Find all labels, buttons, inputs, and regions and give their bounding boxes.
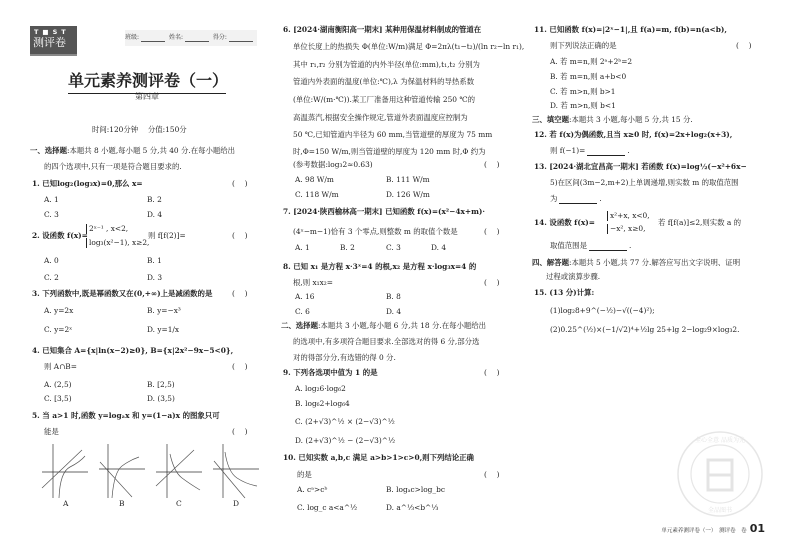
footer-text: 单元素养测评卷（一） 测评卷 卷 xyxy=(661,528,747,534)
q10-option-d: D. a^⅓<b^⅓ xyxy=(386,503,439,512)
question-6-line-6: 高温蒸汽,根据安全操作规定,管道外表面温度应控制为 xyxy=(293,113,468,122)
q1-option-b: B. 2 xyxy=(147,195,162,204)
question-6-line-7: 50 ℃,已知管道内半径为 60 mm,当管道壁的厚度为 75 mm xyxy=(293,130,493,139)
question-1-stem: 1. 已知log₂(log₃x)=0,那么 x= xyxy=(32,179,143,188)
answer-bracket[interactable]: ( ) xyxy=(232,289,248,298)
q6-option-d: D. 126 W/m xyxy=(386,190,430,199)
q11-option-a: A. 若 m=n,则 2ᵃ+2ᵇ=2 xyxy=(550,57,633,66)
section-1-instruction-cont: 的四个选项中,只有一项是符合题目要求的. xyxy=(44,162,182,171)
question-5-stem: 5. 当 a>1 时,函数 y=logₐx 和 y=(1−a)x 的图象只可 xyxy=(32,411,220,420)
question-13-line-3 xyxy=(550,194,602,204)
graph-option-b[interactable] xyxy=(97,442,147,500)
class-label: 班级: xyxy=(125,34,140,41)
question-6-line-9: (参考数据:log₃2≈0.63) xyxy=(293,160,373,169)
q8-option-d: D. 4 xyxy=(386,307,402,316)
question-12-line-1: 12. 若 f(x)为偶函数,且当 x≥0 时, f(x)=2x+log₂(x+3), xyxy=(534,130,733,139)
score-field[interactable] xyxy=(229,33,253,42)
answer-bracket[interactable]: ( ) xyxy=(736,41,752,50)
question-10-line-1: 10. 已知实数 a,b,c 满足 a>b>1>c>0,则下列结论正确 xyxy=(283,453,474,462)
q2-case-1: 2ˣ⁻¹ , x<2, xyxy=(86,224,128,234)
graph-option-d[interactable] xyxy=(211,442,261,500)
answer-bracket[interactable]: ( ) xyxy=(232,427,248,436)
test-logo xyxy=(30,26,77,56)
graph-label-b: B xyxy=(119,499,125,508)
question-6-line-2: 单位长度上的热损失 Φ(单位:W/m)满足 Φ=2πλ(t₁−t₂)/(ln r₂−ln r₁), xyxy=(293,42,525,51)
answer-bracket[interactable]: ( ) xyxy=(484,368,500,377)
graph-label-d: D xyxy=(233,499,240,508)
q10-option-a: A. cᵃ>cᵇ xyxy=(297,485,328,494)
q14-case-2: −x², x≥0, xyxy=(607,224,645,234)
q8-option-b: B. 8 xyxy=(386,292,401,301)
q12-answer-blank[interactable] xyxy=(587,147,625,156)
section-4-instruction-cont: 过程或演算步骤. xyxy=(546,272,601,281)
answer-bracket[interactable]: ( ) xyxy=(232,231,248,240)
graph-option-a[interactable] xyxy=(40,442,90,500)
q2-option-c: C. 2 xyxy=(44,273,59,282)
section-2-instruction-cont: 的选项中,有多项符合题目要求.全部选对的得 6 分,部分选 xyxy=(293,337,480,346)
question-5-stem-cont: 能是 xyxy=(44,427,59,436)
q2-stem-end: 则 f[f(2)]= xyxy=(148,231,186,240)
section-heading: 四、解答题 xyxy=(532,258,569,267)
q6-option-a: A. 98 W/m xyxy=(295,175,334,184)
q6-option-b: B. 111 W/m xyxy=(386,175,430,184)
q10-option-b: B. logₐc>log_bc xyxy=(386,485,445,494)
page-title: 单元素养测评卷（一） xyxy=(68,68,226,94)
question-6-line-1: 6. [2024·湖南衡阳高一期末] 某种用保温材料制成的管道在 xyxy=(283,25,482,34)
q7-option-d: D. 4 xyxy=(431,243,447,252)
question-6-line-5: (单位:W/(m·℃)).某工厂准备用这种管道传输 250 ℃的 xyxy=(293,95,476,104)
q4-option-b: B. [2,5) xyxy=(147,380,175,389)
section-text: :本题共 8 小题,每小题 5 分,共 40 分.在每小题给出 xyxy=(66,146,236,155)
graph-label-a: A xyxy=(63,499,69,508)
page-footer xyxy=(661,522,765,535)
watermark-seal xyxy=(676,430,764,518)
q13-text: 为 xyxy=(550,194,558,203)
q3-option-a: A. y=2x xyxy=(44,306,74,315)
question-6-line-4: 管道内外表面的温度(单位:℃),λ 为保温材料的导热系数 xyxy=(293,77,475,86)
q14-answer-blank[interactable] xyxy=(589,242,627,251)
q9-option-d: D. (2+√3)^½ − (2−√3)^½ xyxy=(295,436,396,445)
q11-option-c: C. 若 m>n,则 b>1 xyxy=(550,87,616,96)
q3-option-d: D. y=1/x xyxy=(147,325,180,334)
exam-meta: 时间:120分钟 分值:150分 xyxy=(92,125,187,134)
q2-option-a: A. 0 xyxy=(44,256,59,265)
q15-part-2: (2)0.25^(½)×(−1/√2)⁴+½lg 25+lg 2−log₂9×log₃2. xyxy=(550,325,740,334)
question-6-line-3: 其中 r₁,r₂ 分别为管道的内外半径(单位:mm),t₁,t₂ 分别为 xyxy=(293,60,480,69)
q11-option-d: D. 若 m>n,则 b<1 xyxy=(550,101,616,110)
graph-label-c: C xyxy=(176,499,182,508)
question-15-stem: 15. (13 分)计算: xyxy=(534,288,595,297)
question-7-line-2: (4ˣ−m−1)恰有 3 个零点,则整数 m 的取值个数是 xyxy=(293,227,458,236)
answer-bracket[interactable]: ( ) xyxy=(484,227,500,236)
q6-option-c: C. 118 W/m xyxy=(295,190,339,199)
q12-text: 则 f(−1)= xyxy=(550,146,586,155)
section-2-instruction-cont2: 对的得部分分,有选错的得 0 分. xyxy=(293,353,396,362)
question-11-line-1: 11. 已知函数 f(x)=|2ˣ−1|,且 f(a)=m, f(b)=n(a<b), xyxy=(534,25,727,34)
q2-option-d: D. 3 xyxy=(147,273,163,282)
answer-bracket[interactable]: ( ) xyxy=(232,179,248,188)
answer-bracket[interactable]: ( ) xyxy=(484,470,500,479)
q4-option-c: C. [3,5) xyxy=(44,394,72,403)
q7-option-c: C. 3 xyxy=(386,243,401,252)
question-13-line-1: 13. [2024·湖北宜昌高一期末] 若函数 f(x)=log½(−x²+6x− xyxy=(534,162,747,171)
q10-option-c: C. log_c a<a^½ xyxy=(297,503,358,512)
page-number: 01 xyxy=(749,522,765,535)
section-4-instruction xyxy=(532,258,740,268)
class-field[interactable] xyxy=(141,33,165,42)
q14-case-1: x²+x, x<0, xyxy=(607,211,650,221)
section-heading: 三、填空题 xyxy=(532,115,569,124)
section-1-instruction xyxy=(30,146,235,156)
q15-part-1: (1)log₂8+9^(−½)−√((−4)²); xyxy=(550,306,655,315)
question-12-line-2 xyxy=(550,146,630,156)
score-label: 得分: xyxy=(212,34,227,41)
watermark-text-bottom: 全品图书 xyxy=(707,507,733,514)
section-3-instruction xyxy=(532,115,693,125)
graph-option-c[interactable] xyxy=(154,442,204,500)
section-text: :本题共 3 小题,每小题 6 分,共 18 分.在每小题给出 xyxy=(317,321,487,330)
question-3-stem: 3. 下列函数中,既是幂函数又在(0,+∞)上是减函数的是 xyxy=(32,289,213,298)
question-14-line-2 xyxy=(550,241,631,251)
q1-option-a: A. 1 xyxy=(44,195,59,204)
question-13-line-2: 5)在区间(3m−2,m+2)上单调递增,则实数 m 的取值范围 xyxy=(550,178,739,187)
q7-option-a: A. 1 xyxy=(295,243,310,252)
watermark-text-top: 全心全意 品质为先 xyxy=(695,437,745,444)
section-2-instruction xyxy=(281,321,486,331)
q4-option-a: A. (2,5) xyxy=(44,380,72,389)
q9-option-c: C. (2+√3)^½ × (2−√3)^½ xyxy=(295,417,395,426)
question-7-line-1: 7. [2024·陕西榆林高一期末] 已知函数 f(x)=(x²−4x+m)· xyxy=(283,207,485,216)
question-8-line-1: 8. 已知 x₁ 是方程 x·3ˣ=4 的根,x₂ 是方程 x·log₃x=4 的 xyxy=(283,262,477,271)
section-heading: 一、选择题 xyxy=(30,146,67,155)
q14-stem-end: 若 f[f(a)]≤2,则实数 a 的 xyxy=(658,218,742,227)
question-9-stem: 9. 下列各选项中值为 1 的是 xyxy=(283,368,378,377)
student-info-bar xyxy=(125,30,257,46)
q14-period: . xyxy=(628,241,632,250)
name-field[interactable] xyxy=(185,33,209,42)
q12-period: . xyxy=(627,146,630,155)
question-14-stem: 14. 设函数 f(x)= xyxy=(534,218,595,227)
question-6-line-8: 时,Φ=150 W/m,则当管道壁的厚度为 120 mm 时,Φ 约为 xyxy=(293,147,486,156)
section-text: :本题共 3 小题,每小题 5 分,共 15 分. xyxy=(568,115,693,124)
q7-option-b: B. 2 xyxy=(340,243,355,252)
answer-bracket[interactable]: ( ) xyxy=(484,160,500,169)
q3-option-b: B. y=−x³ xyxy=(147,306,181,315)
q13-answer-blank[interactable] xyxy=(559,195,597,204)
section-heading: 二、选择题 xyxy=(281,321,318,330)
answer-bracket[interactable]: ( ) xyxy=(232,362,248,371)
question-2-stem: 2. 设函数 f(x)= xyxy=(32,231,88,240)
q1-option-d: D. 4 xyxy=(147,210,163,219)
question-11-line-2: 则下列说法正确的是 xyxy=(550,41,617,50)
section-text: :本题共 5 小题,共 77 分.解答应写出文字说明、证明 xyxy=(568,258,741,267)
q14-text: 取值范围是 xyxy=(550,241,587,250)
question-4-stem-cont: 则 A∩B= xyxy=(44,362,77,371)
q8-option-c: C. 6 xyxy=(295,307,310,316)
q1-option-c: C. 3 xyxy=(44,210,59,219)
q8-option-a: A. 16 xyxy=(295,292,315,301)
logo-text-bottom: 测评卷 xyxy=(33,36,66,49)
logo-text-top: T■ST xyxy=(34,28,70,36)
question-4-stem: 4. 已知集合 A={x|ln(x−2)≥0}, B={x|2x²−9x−5<0}, xyxy=(32,346,234,355)
q9-option-a: A. log₂6·log₆2 xyxy=(295,384,346,393)
chapter-subtitle: 第四章 xyxy=(135,92,159,101)
q3-option-c: C. y=2ˣ xyxy=(44,325,73,334)
q2-case-2: log₃(x²−1), x≥2, xyxy=(86,238,149,248)
name-label: 姓名: xyxy=(168,34,183,41)
q11-option-b: B. 若 m=n,则 a+b<0 xyxy=(550,72,627,81)
q9-option-b: B. log₆2+log₆4 xyxy=(295,399,350,408)
q13-period: . xyxy=(599,194,602,203)
q4-option-d: D. (3,5) xyxy=(147,394,175,403)
answer-bracket[interactable]: ( ) xyxy=(484,278,500,287)
question-10-line-2: 的是 xyxy=(297,470,312,479)
q2-option-b: B. 1 xyxy=(147,256,162,265)
question-8-line-2: 根,则 x₁x₂= xyxy=(293,278,333,287)
